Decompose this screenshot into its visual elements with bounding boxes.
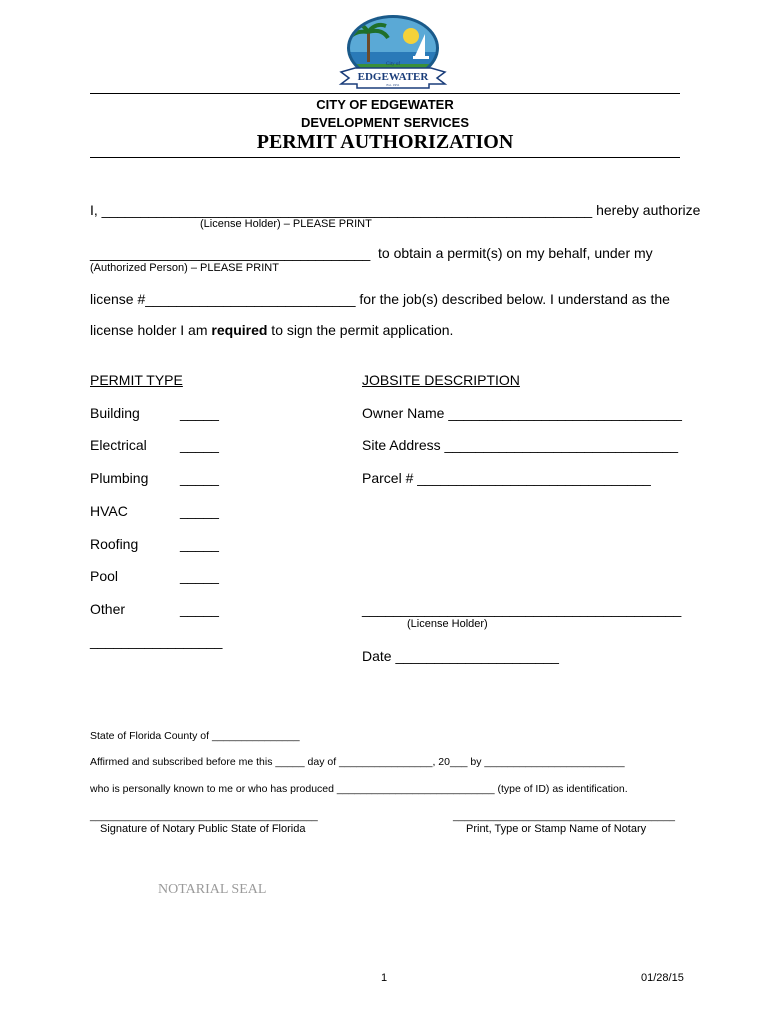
jobsite-heading: JOBSITE DESCRIPTION — [362, 372, 520, 388]
notary-signature-line[interactable]: _______________________________________ — [90, 810, 318, 822]
header-city: CITY OF EDGEWATER — [316, 97, 454, 112]
header-bottom-rule — [90, 157, 680, 158]
permit-type-blank[interactable]: _____ — [180, 536, 219, 552]
logo-city-of: City of — [385, 62, 401, 67]
notary-identification-line: who is personally known to me or who has produced ___________________________ (type of ID) as identification. — [90, 783, 628, 795]
permit-type-heading: PERMIT TYPE — [90, 372, 183, 388]
license-number-line — [90, 291, 670, 307]
line1-prefix: I, — [90, 202, 102, 218]
license-holder-field[interactable]: _______________________________________________________________ — [101, 202, 593, 218]
permit-type-label: HVAC — [90, 503, 128, 519]
permit-type-label: Plumbing — [90, 470, 149, 486]
line4-prefix: license holder I am — [90, 322, 212, 338]
line3-prefix: license # — [90, 291, 146, 307]
city-logo — [333, 14, 453, 92]
license-holder-line — [90, 202, 700, 218]
authorized-person-field[interactable]: ____________________________________ — [90, 245, 371, 261]
notary-name-line[interactable]: ______________________________________ — [453, 810, 675, 822]
logo-est: Est. 1951 — [386, 83, 400, 87]
permit-type-label: Building — [90, 405, 140, 421]
line4-suffix: to sign the permit application. — [267, 322, 454, 338]
notary-state-county: State of Florida County of _______________ — [90, 730, 300, 742]
notarial-seal: NOTARIAL SEAL — [158, 882, 267, 897]
parcel-field[interactable]: Parcel # ______________________________ — [362, 470, 651, 486]
permit-type-blank[interactable]: _____ — [180, 568, 219, 584]
permit-type-blank[interactable]: _____ — [180, 470, 219, 486]
line1-suffix: hereby authorize — [592, 202, 701, 218]
notary-name-caption: Print, Type or Stamp Name of Notary — [466, 823, 647, 835]
authorized-person-caption: (Authorized Person) – PLEASE PRINT — [90, 262, 279, 274]
permit-type-blank[interactable]: _____ — [180, 437, 219, 453]
permit-type-blank[interactable]: _____ — [180, 601, 219, 617]
license-number-field[interactable]: ___________________________ — [145, 291, 356, 307]
license-holder-signature-field[interactable]: _________________________________________ — [362, 601, 682, 617]
site-address-field[interactable]: Site Address ______________________________ — [362, 437, 679, 453]
line4-required: required — [211, 322, 268, 338]
logo-name: EDGEWATER — [357, 71, 429, 83]
owner-name-field[interactable]: Owner Name ______________________________ — [362, 405, 682, 421]
line2-suffix: to obtain a permit(s) on my behalf, under my — [378, 245, 653, 261]
permit-type-label: Roofing — [90, 536, 139, 552]
header-top-rule — [90, 93, 680, 94]
date-field[interactable]: Date _____________________ — [362, 648, 559, 664]
notary-signature-caption: Signature of Notary Public State of Florida — [100, 823, 306, 835]
permit-type-blank[interactable]: _____ — [180, 503, 219, 519]
revision-date: 01/28/15 — [641, 972, 684, 984]
required-sign-line — [90, 322, 453, 338]
license-holder-signature-caption: (License Holder) — [407, 618, 488, 630]
permit-type-label: Pool — [90, 568, 119, 584]
page-number: 1 — [381, 972, 388, 984]
permit-type-label: Electrical — [90, 437, 147, 453]
header-department: DEVELOPMENT SERVICES — [300, 115, 470, 130]
line3-suffix: for the job(s) described below. I understand as the — [355, 291, 670, 307]
permit-type-blank[interactable]: _____ — [180, 405, 219, 421]
notary-affirmed-line: Affirmed and subscribed before me this _____ day of ________________, 20___ by ________________________ — [90, 756, 625, 768]
page-title: PERMIT AUTHORIZATION — [256, 131, 514, 153]
license-holder-caption: (License Holder) – PLEASE PRINT — [200, 218, 372, 230]
other-description-field[interactable]: _________________ — [90, 633, 223, 649]
permit-type-label: Other — [90, 601, 126, 617]
